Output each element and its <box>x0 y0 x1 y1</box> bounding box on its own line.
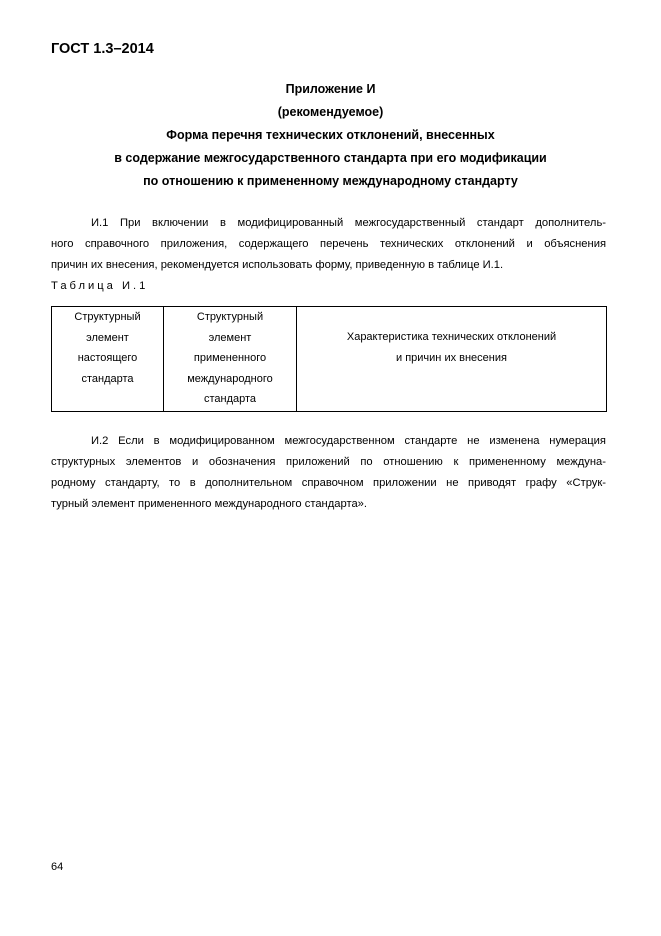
header-text: примененного <box>193 352 267 364</box>
table-caption: Таблица И.1 <box>51 280 149 292</box>
document-code: ГОСТ 1.3–2014 <box>51 41 154 57</box>
header-text: элемент <box>208 331 252 344</box>
appendix-heading-line: в содержание межгосударственного стандарта при его модификации <box>114 151 547 165</box>
text-line: причин их внесения, рекомендуется использовать форму, приведенную в таблице И.1. <box>51 259 504 271</box>
header-text: стандарта <box>81 372 134 385</box>
header-text: стандарта <box>203 393 257 405</box>
header-text: Структурный <box>74 311 141 323</box>
paragraph-i2 <box>51 431 606 515</box>
header-text: Характеристика технических отклонений <box>346 331 557 343</box>
text-line: родному стандарту, то в дополнительном справочном приложении не приводят графу «Струк- <box>51 477 606 489</box>
text-line: И.2 Если в модифицированном межгосударственном стандарте не изменена нумерация <box>91 435 606 447</box>
header-text: Структурный <box>196 311 264 323</box>
page-number: 64 <box>51 861 64 873</box>
header-text: элемент <box>86 331 129 344</box>
paragraph-i1 <box>51 213 606 276</box>
table-header-cell <box>297 307 607 412</box>
header-text: настоящего <box>77 352 138 364</box>
header-text: и причин их внесения <box>396 351 507 364</box>
text-line: ного справочного приложения, содержащего перечень технических отклонений и объяснения <box>51 238 606 250</box>
text-line: турный элемент примененного международного стандарта». <box>51 498 367 510</box>
table-header-cell <box>164 307 297 412</box>
appendix-heading-line: по отношению к примененному международному стандарту <box>143 174 518 188</box>
appendix-title: Приложение И <box>285 82 376 96</box>
text-line: И.1 При включении в модифицированный межгосударственный стандарт дополнитель- <box>91 217 606 229</box>
deviations-form-table <box>51 306 607 412</box>
text-line: структурных элементов и обозначения приложений по отношению к примененному междуна- <box>51 456 606 468</box>
appendix-heading-line: Форма перечня технических отклонений, внесенных <box>166 128 495 142</box>
header-text: международного <box>187 372 273 385</box>
table-header-cell <box>52 307 164 412</box>
appendix-status: (рекомендуемое) <box>277 105 384 119</box>
